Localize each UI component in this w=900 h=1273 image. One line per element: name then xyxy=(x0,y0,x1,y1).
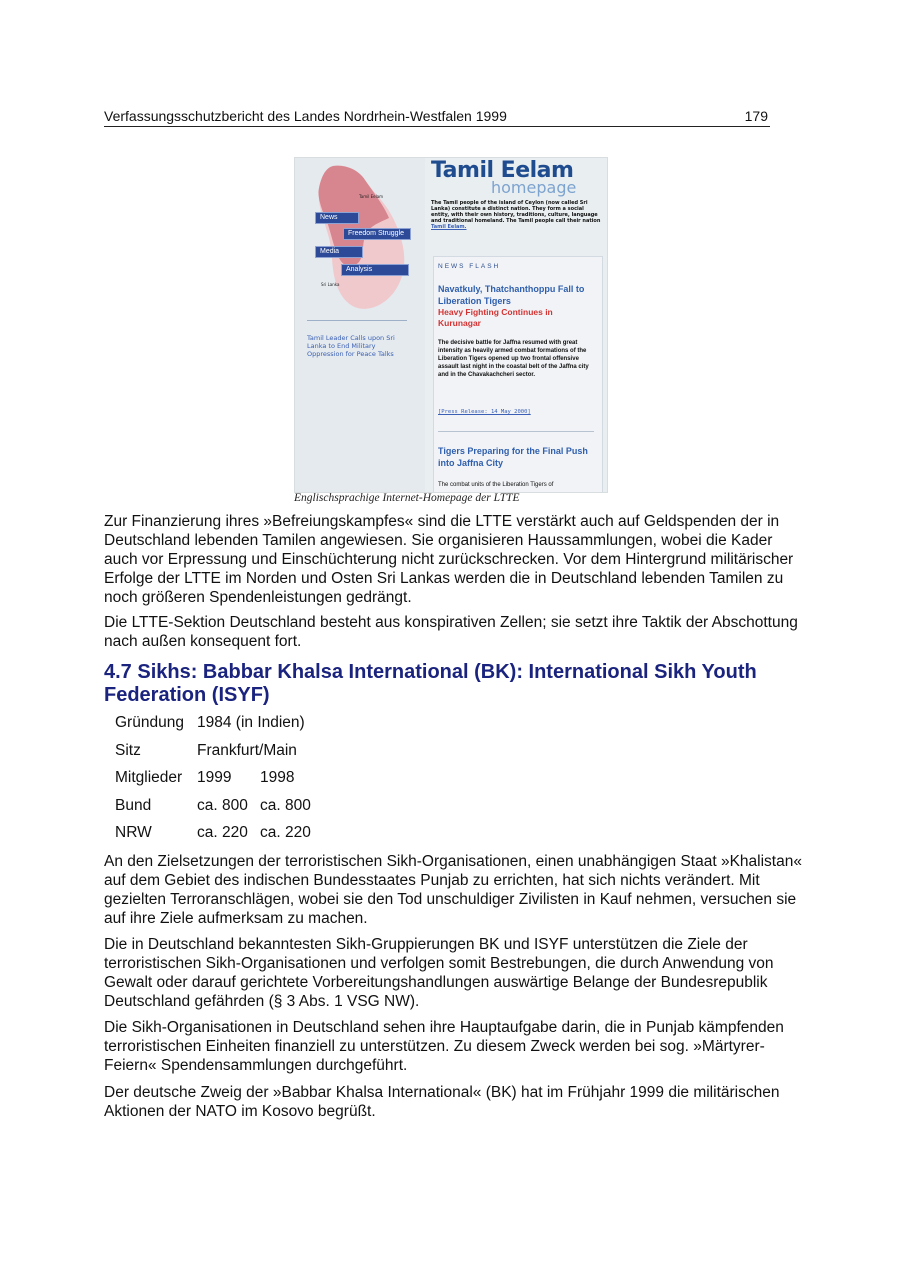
tamil-eelam-link[interactable]: Tamil Eelam. xyxy=(431,224,467,230)
paragraph-khalistan: An den Zielsetzungen der terroristischen Sikh-Organisationen, einen unabhängigen Staat »Khalistan« auf dem Gebiet des indischen Bundesstaates Punjab zu errichten, hat sich nichts verändert. Mit gezielten Terroranschlägen, wobei sie den Tod unschuldiger Zivilisten in Kauf nehmen, versuchen sie auf ihre Ziele aufmerksam zu machen. xyxy=(104,853,802,927)
news-body-1: The decisive battle for Jaffna resumed with great intensity as heavily armed combat formations of the Liberation Tigers opened up two frontal offensive assault last night in the coastal belt of the Jaffna city and in the Chavakachcheri sector. xyxy=(438,340,589,378)
paragraph-financing-sikh: Die Sikh-Organisationen in Deutschland sehen ihre Hauptaufgabe darin, die in Punjab kämpfenden terroristischen Einheiten finanziell zu unterstützen. Zu diesem Zweck werden bei sog. »Märtyrer-Feiern« Spendensammlungen durchgeführt. xyxy=(104,1019,784,1074)
map-panel xyxy=(295,158,425,492)
news-headline-3[interactable]: Tigers Preparing for the Final Push into Jaffna City xyxy=(438,446,588,468)
header-title: Verfassungsschutzbericht des Landes Nordrhein-Westfalen 1999 xyxy=(104,108,507,124)
news-flash-label: NEWS FLASH xyxy=(438,263,501,270)
facts-label: Gründung xyxy=(115,714,184,731)
news-body-2: The combat units of the Liberation Tigers of xyxy=(438,482,554,488)
facts-value: 1984 (in Indien) xyxy=(197,714,305,731)
nav-analysis-button[interactable]: Analysis xyxy=(341,264,409,276)
site-intro-text: The Tamil people of the island of Ceylon (now called Sri Lanka) constitute a distinct nation. They form a social entity, with their own history, traditions, culture, language and traditional homeland. The Tamil people call their nation xyxy=(431,200,601,224)
site-subtitle: homepage xyxy=(491,178,577,197)
facts-value-1998: ca. 800 xyxy=(260,797,311,814)
site-intro xyxy=(431,200,601,230)
website-screenshot xyxy=(294,157,608,493)
press-release-link[interactable]: [Press Release: 14 May 2000] xyxy=(438,409,531,415)
paragraph-bk-isyf: Die in Deutschland bekanntesten Sikh-Gruppierungen BK und ISYF unterstützen die Ziele der terroristischen Sikh-Organisationen und verfolgen somit Bestrebungen, die durch Anwendung von Gewalt oder darauf gerichtete Vorbereitungshandlungen auswärtige Belange der Bundesrepublik Deutschland gefährden (§ 3 Abs. 1 VSG NW). xyxy=(104,936,774,1010)
left-news-link[interactable]: Tamil Leader Calls upon Sri Lanka to End Military Oppression for Peace Talks xyxy=(307,334,395,358)
nav-media-button[interactable]: Media xyxy=(315,246,363,258)
section-heading: 4.7 Sikhs: Babbar Khalsa International (BK): International Sikh Youth Federation (ISYF) xyxy=(104,661,757,706)
facts-label: Sitz xyxy=(115,742,141,759)
facts-value-1998: ca. 220 xyxy=(260,824,311,841)
news-box xyxy=(433,256,603,493)
facts-year-1999: 1999 xyxy=(197,769,232,786)
paragraph-ltte-section: Die LTTE-Sektion Deutschland besteht aus konspirativen Zellen; sie setzt ihre Taktik der Abschottung nach außen konsequent fort. xyxy=(104,614,798,650)
facts-label: Bund xyxy=(115,797,152,814)
map-label-sri-lanka: Sri Lanka xyxy=(321,282,340,287)
news-headline-1[interactable]: Navatkuly, Thatchanthoppu Fall to Liberation Tigers xyxy=(438,284,585,306)
news-divider xyxy=(438,431,594,432)
page-number: 179 xyxy=(744,108,768,124)
figure-caption: Englischsprachige Internet-Homepage der LTTE xyxy=(294,492,520,504)
facts-year-1998: 1998 xyxy=(260,769,295,786)
facts-label: Mitglieder xyxy=(115,769,183,786)
running-header xyxy=(104,108,770,127)
facts-value-1999: ca. 220 xyxy=(197,824,248,841)
nav-news-button[interactable]: News xyxy=(315,212,359,224)
paragraph-kosovo: Der deutsche Zweig der »Babbar Khalsa International« (BK) hat im Frühjahr 1999 die militärischen Aktionen der NATO im Kosovo begrüßt. xyxy=(104,1084,780,1120)
facts-value: Frankfurt/Main xyxy=(197,742,297,759)
news-headline-2[interactable]: Heavy Fighting Continues in Kurunagar xyxy=(438,307,553,328)
map-label-tamil-eelam: Tamil Eelam xyxy=(359,194,384,199)
left-divider xyxy=(307,320,407,321)
nav-freedom-struggle-button[interactable]: Freedom Struggle xyxy=(343,228,411,240)
paragraph-financing: Zur Finanzierung ihres »Befreiungskampfes« sind die LTTE verstärkt auch auf Geldspenden der in Deutschland lebenden Tamilen angewiesen. Sie organisieren Haussammlungen, wobei die Kader auch vor Erpressung und Einschüchterung nicht zurückschrecken. Vor dem Hintergrund militärischer Erfolge der LTTE im Norden und Osten Sri Lankas werden die in Deutschland lebenden Tamilen zu noch größeren Spendenleistungen gedrängt. xyxy=(104,513,794,606)
facts-label: NRW xyxy=(115,824,152,841)
facts-value-1999: ca. 800 xyxy=(197,797,248,814)
site-title: Tamil Eelam xyxy=(431,158,574,183)
